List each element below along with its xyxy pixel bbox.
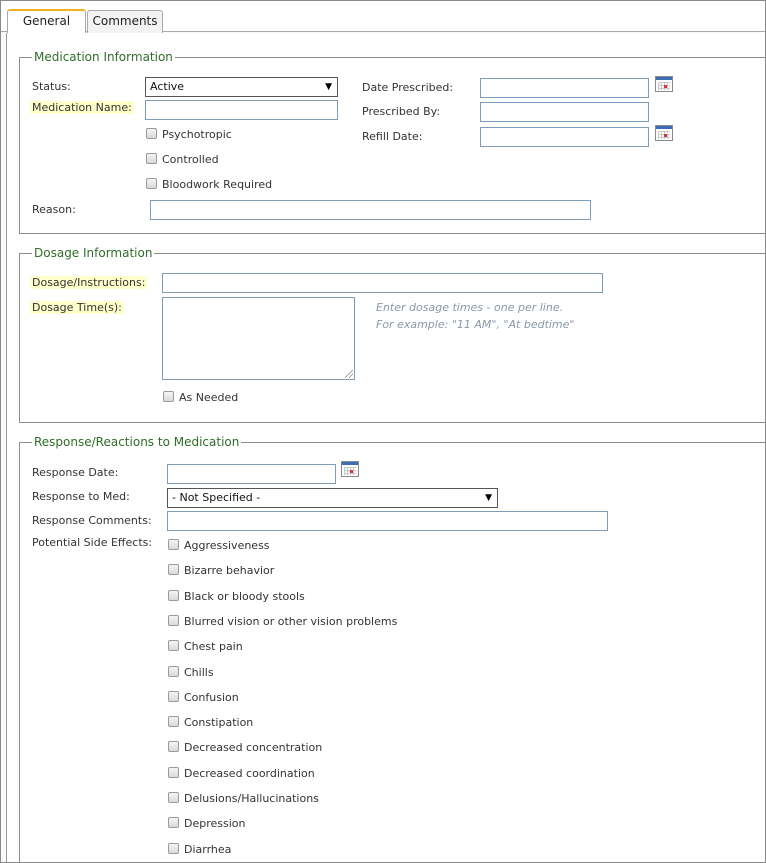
side-effect-label: Black or bloody stools <box>184 590 305 603</box>
potential-side-effects-label: Potential Side Effects: <box>32 536 153 549</box>
controlled-checkbox[interactable] <box>146 153 157 164</box>
status-label: Status: <box>32 80 71 93</box>
dosage-hint-line1: Enter dosage times - one per line. <box>376 301 564 314</box>
side-effect-label: Blurred vision or other vision problems <box>184 615 398 628</box>
refill-date-label: Refill Date: <box>362 130 423 143</box>
status-selected-value: Active <box>150 80 185 93</box>
as-needed-checkbox[interactable] <box>163 391 174 402</box>
side-effect-checkbox[interactable] <box>168 792 179 803</box>
side-effect-label: Constipation <box>184 716 254 729</box>
response-date-input[interactable] <box>167 464 336 484</box>
side-effect-checkbox[interactable] <box>168 564 179 575</box>
chevron-down-icon: ▼ <box>485 493 492 503</box>
bloodwork-required-label: Bloodwork Required <box>162 178 273 191</box>
side-effect-checkbox[interactable] <box>168 716 179 727</box>
dosage-times-label: Dosage Time(s): <box>32 301 122 314</box>
calendar-icon[interactable] <box>655 125 673 141</box>
side-effect-checkbox[interactable] <box>168 666 179 677</box>
side-effect-label: Depression <box>184 817 246 830</box>
psychotropic-checkbox[interactable] <box>146 128 157 139</box>
calendar-icon[interactable] <box>341 461 359 477</box>
response-reactions-legend: Response/Reactions to Medication <box>34 435 240 449</box>
psychotropic-label: Psychotropic <box>162 128 232 141</box>
response-to-med-label: Response to Med: <box>32 490 130 503</box>
side-effect-label: Aggressiveness <box>184 539 270 552</box>
side-effect-checkbox[interactable] <box>168 741 179 752</box>
tab-content-general <box>6 33 766 863</box>
tab-bar <box>1 1 765 32</box>
response-comments-label: Response Comments: <box>32 514 152 527</box>
side-effect-checkbox[interactable] <box>168 640 179 651</box>
controlled-label: Controlled <box>162 153 219 166</box>
date-prescribed-input[interactable] <box>480 78 649 98</box>
status-select[interactable] <box>145 77 338 97</box>
prescribed-by-label: Prescribed By: <box>362 105 441 118</box>
side-effect-label: Decreased concentration <box>184 741 323 754</box>
dosage-instructions-label: Dosage/Instructions: <box>32 276 146 289</box>
dosage-information-legend: Dosage Information <box>34 246 153 260</box>
side-effect-label: Diarrhea <box>184 843 232 856</box>
dosage-times-textarea[interactable] <box>162 297 355 380</box>
chevron-down-icon: ▼ <box>325 82 332 92</box>
tab-comments[interactable]: Comments <box>87 10 163 33</box>
medication-name-input[interactable] <box>145 100 338 120</box>
side-effect-label: Decreased coordination <box>184 767 315 780</box>
side-effect-checkbox[interactable] <box>168 539 179 550</box>
as-needed-label: As Needed <box>179 391 239 404</box>
prescribed-by-input[interactable] <box>480 102 649 122</box>
response-to-med-selected-value: - Not Specified - <box>172 491 261 504</box>
side-effect-checkbox[interactable] <box>168 843 179 854</box>
tab-general[interactable]: General <box>7 9 86 33</box>
response-comments-input[interactable] <box>167 511 608 531</box>
bloodwork-required-checkbox[interactable] <box>146 178 157 189</box>
side-effect-label: Chest pain <box>184 640 243 653</box>
medication-information-legend: Medication Information <box>34 50 173 64</box>
dosage-hint-line2: For example: "11 AM", "At bedtime" <box>376 318 575 331</box>
response-date-label: Response Date: <box>32 466 119 479</box>
reason-label: Reason: <box>32 203 76 216</box>
side-effect-checkbox[interactable] <box>168 767 179 778</box>
side-effect-checkbox[interactable] <box>168 817 179 828</box>
dosage-instructions-input[interactable] <box>162 273 603 293</box>
side-effect-checkbox[interactable] <box>168 615 179 626</box>
side-effect-label: Confusion <box>184 691 239 704</box>
side-effect-label: Delusions/Hallucinations <box>184 792 319 805</box>
resize-handle[interactable] <box>345 370 353 378</box>
side-effect-checkbox[interactable] <box>168 590 179 601</box>
side-effect-checkbox[interactable] <box>168 691 179 702</box>
calendar-icon[interactable] <box>655 76 673 92</box>
side-effect-label: Chills <box>184 666 214 679</box>
medication-name-label: Medication Name: <box>32 101 132 114</box>
reason-input[interactable] <box>150 200 591 220</box>
date-prescribed-label: Date Prescribed: <box>362 81 454 94</box>
response-to-med-select[interactable] <box>167 488 498 508</box>
refill-date-input[interactable] <box>480 127 649 147</box>
side-effect-label: Bizarre behavior <box>184 564 275 577</box>
